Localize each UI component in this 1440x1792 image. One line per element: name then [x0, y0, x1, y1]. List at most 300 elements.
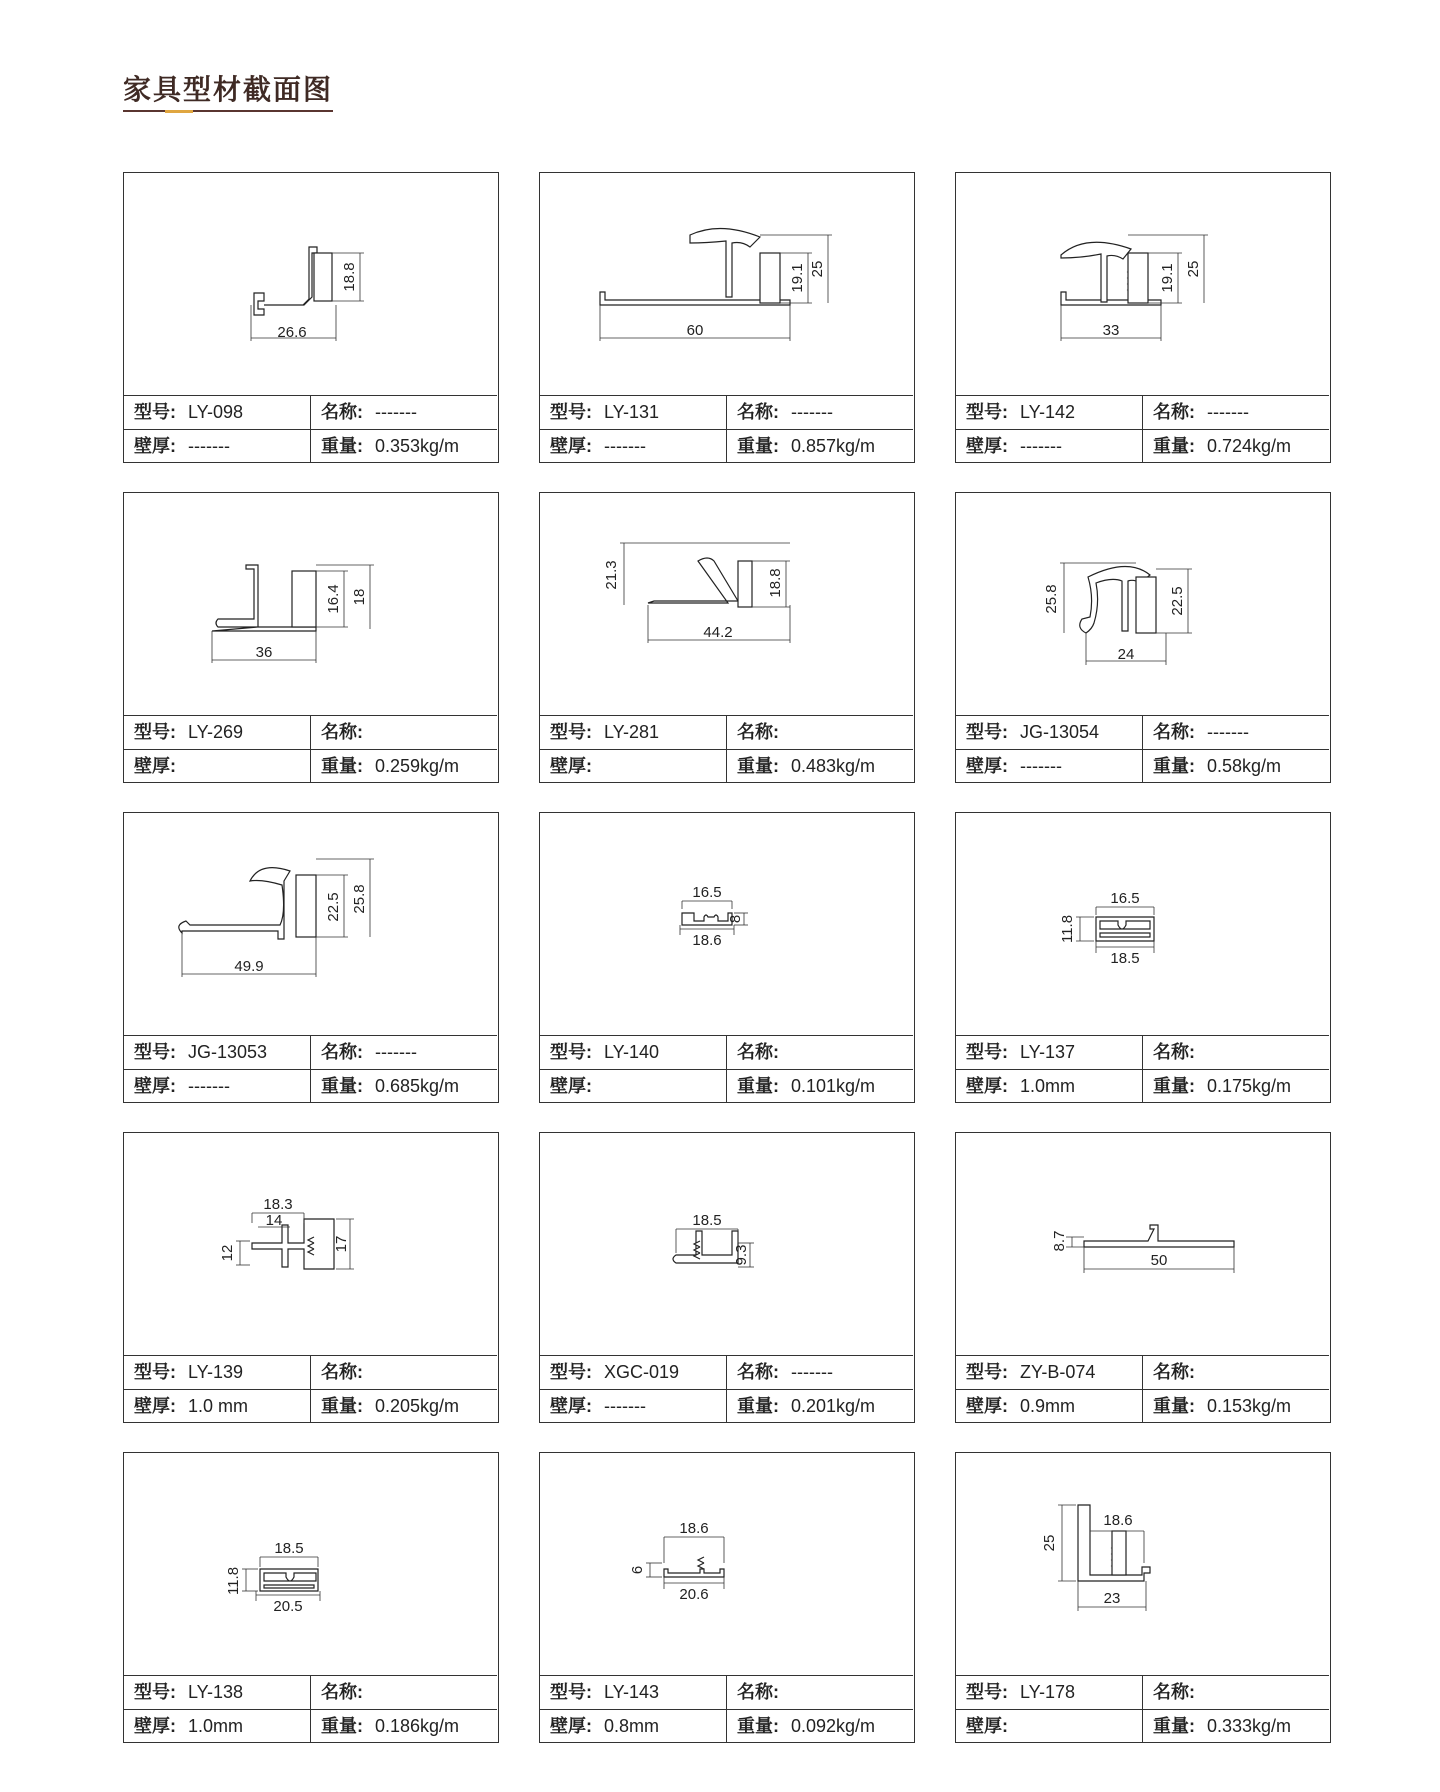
model-cell — [966, 1036, 1141, 1069]
profile-drawing — [540, 1133, 913, 1355]
weight-cell — [1153, 750, 1323, 783]
wall-value: ------- — [1020, 436, 1062, 456]
dimension-label: 6 — [629, 1565, 646, 1575]
dimension-label: 22.5 — [325, 892, 342, 922]
wall-label: 壁厚: — [550, 1396, 592, 1416]
dimension-label: 16.4 — [325, 584, 342, 614]
spec-row — [540, 716, 913, 749]
spec-row — [540, 1676, 913, 1709]
name-cell — [1153, 396, 1323, 429]
name-label: 名称: — [1153, 1362, 1195, 1382]
weight-label: 重量: — [321, 1396, 363, 1416]
spec-table — [124, 395, 497, 463]
model-cell — [966, 1676, 1141, 1709]
name-cell — [321, 396, 491, 429]
weight-value: 0.153kg/m — [1207, 1396, 1292, 1416]
dimension-label: 33 — [1102, 322, 1120, 339]
name-label: 名称: — [321, 402, 363, 422]
weight-value: 0.205kg/m — [375, 1396, 460, 1416]
spec-row — [124, 1069, 497, 1103]
page-title: 家具型材截面图 — [123, 74, 334, 105]
weight-value: 0.353kg/m — [375, 436, 460, 456]
dimension-label: 18.5 — [692, 1212, 722, 1229]
name-cell — [1153, 1356, 1323, 1389]
spec-table — [540, 1675, 913, 1743]
name-label: 名称: — [321, 722, 363, 742]
weight-cell — [1153, 1390, 1323, 1423]
name-label: 名称: — [1153, 1682, 1195, 1702]
wall-value: ------- — [604, 1396, 646, 1416]
dimension-label: 25.8 — [1043, 584, 1060, 614]
name-value: ------- — [791, 1362, 833, 1382]
profile-card — [955, 172, 1331, 463]
dimension-label: 25 — [809, 260, 826, 278]
name-value: ------- — [791, 402, 833, 422]
profile-drawing — [540, 1453, 913, 1675]
wall-label: 壁厚: — [550, 1716, 592, 1736]
model-value: LY-140 — [604, 1042, 660, 1062]
wall-cell — [550, 430, 725, 463]
weight-value: 0.724kg/m — [1207, 436, 1292, 456]
model-value: LY-143 — [604, 1682, 660, 1702]
dimension-label: 11.8 — [225, 1566, 242, 1596]
profile-section-svg — [540, 493, 913, 715]
spec-table — [956, 1035, 1329, 1103]
weight-cell — [1153, 430, 1323, 463]
model-value: LY-281 — [604, 722, 660, 742]
spec-row — [540, 1389, 913, 1423]
wall-value: 1.0mm — [1020, 1076, 1076, 1096]
profile-section-svg — [956, 1133, 1329, 1355]
name-value: ------- — [375, 402, 417, 422]
profile-section-svg — [540, 1453, 913, 1675]
name-cell — [321, 716, 491, 749]
model-label: 型号: — [134, 1362, 176, 1382]
weight-value: 0.483kg/m — [791, 756, 876, 776]
name-label: 名称: — [321, 1042, 363, 1062]
weight-cell — [1153, 1070, 1323, 1103]
model-label: 型号: — [550, 402, 592, 422]
name-cell — [1153, 716, 1323, 749]
spec-row — [540, 1036, 913, 1069]
spec-table — [956, 1355, 1329, 1423]
dimension-label: 17 — [333, 1235, 350, 1253]
model-cell — [550, 396, 725, 429]
dimension-label: 20.5 — [273, 1598, 303, 1615]
spec-row — [956, 716, 1329, 749]
weight-cell — [321, 1070, 491, 1103]
wall-value: 1.0 mm — [188, 1396, 249, 1416]
name-value: ------- — [375, 1042, 417, 1062]
dimension-label: 18.5 — [274, 1540, 304, 1557]
name-cell — [737, 396, 907, 429]
weight-label: 重量: — [737, 1076, 779, 1096]
wall-value: 0.8mm — [604, 1716, 660, 1736]
weight-cell — [737, 1390, 907, 1423]
spec-table — [540, 1355, 913, 1423]
dimension-label: 21.3 — [603, 560, 620, 590]
model-label: 型号: — [550, 1042, 592, 1062]
dimension-label: 25 — [1185, 260, 1202, 278]
spec-row — [124, 1676, 497, 1709]
model-cell — [550, 716, 725, 749]
wall-label: 壁厚: — [966, 756, 1008, 776]
weight-cell — [737, 1710, 907, 1743]
weight-label: 重量: — [1153, 756, 1195, 776]
name-cell — [737, 1356, 907, 1389]
model-cell — [966, 396, 1141, 429]
model-value: XGC-019 — [604, 1362, 680, 1382]
name-cell — [1153, 1036, 1323, 1069]
model-value: JG-13054 — [1020, 722, 1100, 742]
title-accent-mark — [165, 110, 193, 113]
dimension-label: 50 — [1150, 1252, 1168, 1269]
model-cell — [134, 716, 309, 749]
wall-label: 壁厚: — [134, 436, 176, 456]
wall-label: 壁厚: — [550, 756, 592, 776]
dimension-label: 36 — [255, 644, 273, 661]
model-value: JG-13053 — [188, 1042, 268, 1062]
profile-drawing — [540, 173, 913, 395]
dimension-label: 19.1 — [789, 263, 806, 293]
weight-label: 重量: — [737, 1716, 779, 1736]
model-value: LY-139 — [188, 1362, 244, 1382]
name-cell — [737, 1676, 907, 1709]
model-cell — [134, 1356, 309, 1389]
spec-row — [124, 1036, 497, 1069]
name-value: ------- — [1207, 402, 1249, 422]
dimension-label: 19.1 — [1159, 263, 1176, 293]
spec-row — [540, 749, 913, 783]
name-label: 名称: — [737, 1042, 779, 1062]
wall-value: ------- — [188, 1076, 230, 1096]
weight-cell — [737, 1070, 907, 1103]
weight-label: 重量: — [737, 436, 779, 456]
model-label: 型号: — [134, 402, 176, 422]
spec-table — [540, 395, 913, 463]
wall-cell — [134, 750, 309, 783]
dimension-label: 25 — [1041, 1534, 1058, 1552]
name-label: 名称: — [321, 1682, 363, 1702]
wall-cell — [966, 1710, 1141, 1743]
profile-section-svg — [124, 1453, 497, 1675]
profile-drawing — [124, 1453, 497, 1675]
profile-drawing — [540, 493, 913, 715]
spec-table — [124, 1675, 497, 1743]
spec-row — [124, 1389, 497, 1423]
weight-label: 重量: — [1153, 1396, 1195, 1416]
spec-table — [540, 715, 913, 783]
profile-card — [123, 1132, 499, 1423]
model-value: LY-142 — [1020, 402, 1076, 422]
weight-label: 重量: — [1153, 1076, 1195, 1096]
dimension-label: 20.6 — [679, 1586, 709, 1603]
weight-label: 重量: — [321, 436, 363, 456]
model-label: 型号: — [550, 1362, 592, 1382]
dimension-label: 9.3 — [733, 1244, 750, 1266]
spec-table — [956, 715, 1329, 783]
model-value: ZY-B-074 — [1020, 1362, 1096, 1382]
name-cell — [321, 1676, 491, 1709]
dimension-label: 60 — [686, 322, 704, 339]
weight-cell — [321, 430, 491, 463]
wall-label: 壁厚: — [134, 756, 176, 776]
dimension-label: 18 — [351, 588, 368, 606]
spec-row — [956, 1069, 1329, 1103]
name-cell — [737, 1036, 907, 1069]
model-cell — [966, 716, 1141, 749]
weight-value: 0.186kg/m — [375, 1716, 460, 1736]
weight-cell — [737, 750, 907, 783]
wall-cell — [966, 1070, 1141, 1103]
weight-label: 重量: — [321, 756, 363, 776]
profile-drawing — [540, 813, 913, 1035]
model-cell — [550, 1036, 725, 1069]
profile-card — [539, 172, 915, 463]
spec-row — [956, 1389, 1329, 1423]
wall-cell — [134, 1710, 309, 1743]
dimension-label: 14 — [265, 1212, 283, 1229]
name-value: ------- — [1207, 722, 1249, 742]
profile-section-svg — [956, 173, 1329, 395]
weight-value: 0.175kg/m — [1207, 1076, 1292, 1096]
wall-value: 1.0mm — [188, 1716, 244, 1736]
wall-cell — [134, 430, 309, 463]
wall-cell — [550, 750, 725, 783]
wall-label: 壁厚: — [134, 1396, 176, 1416]
model-cell — [134, 1676, 309, 1709]
profile-section-svg — [540, 1133, 913, 1355]
spec-table — [124, 1035, 497, 1103]
weight-cell — [321, 1390, 491, 1423]
model-value: LY-269 — [188, 722, 244, 742]
weight-cell — [321, 1710, 491, 1743]
profile-card — [955, 492, 1331, 783]
profile-drawing — [956, 1133, 1329, 1355]
spec-row — [124, 1709, 497, 1743]
name-label: 名称: — [1153, 402, 1195, 422]
spec-table — [956, 395, 1329, 463]
spec-row — [956, 429, 1329, 463]
wall-value: 0.9mm — [1020, 1396, 1076, 1416]
profile-drawing — [124, 813, 497, 1035]
name-label: 名称: — [737, 1682, 779, 1702]
weight-value: 0.333kg/m — [1207, 1716, 1292, 1736]
dimension-label: 18.6 — [679, 1520, 709, 1537]
spec-row — [540, 1356, 913, 1389]
weight-cell — [321, 750, 491, 783]
profile-card — [955, 1132, 1331, 1423]
wall-label: 壁厚: — [966, 1076, 1008, 1096]
profile-drawing — [956, 493, 1329, 715]
weight-value: 0.092kg/m — [791, 1716, 876, 1736]
wall-cell — [966, 750, 1141, 783]
wall-cell — [966, 430, 1141, 463]
weight-value: 0.201kg/m — [791, 1396, 876, 1416]
title-underline — [123, 110, 333, 112]
model-value: LY-131 — [604, 402, 660, 422]
spec-row — [956, 1036, 1329, 1069]
model-label: 型号: — [966, 1362, 1008, 1382]
profile-drawing — [956, 1453, 1329, 1675]
profile-section-svg — [540, 173, 913, 395]
profile-section-svg — [124, 1133, 497, 1355]
name-label: 名称: — [737, 402, 779, 422]
model-label: 型号: — [966, 1042, 1008, 1062]
spec-row — [124, 749, 497, 783]
dimension-label: 18.6 — [692, 932, 722, 949]
wall-value: ------- — [604, 436, 646, 456]
spec-row — [956, 1709, 1329, 1743]
name-label: 名称: — [1153, 1042, 1195, 1062]
profile-drawing — [124, 493, 497, 715]
name-cell — [321, 1356, 491, 1389]
weight-label: 重量: — [1153, 1716, 1195, 1736]
weight-label: 重量: — [321, 1076, 363, 1096]
model-label: 型号: — [966, 1682, 1008, 1702]
model-label: 型号: — [966, 722, 1008, 742]
dimension-label: 18.8 — [341, 262, 358, 292]
dimension-label: 24 — [1117, 646, 1135, 663]
profile-card — [539, 1132, 915, 1423]
dimension-label: 22.5 — [1169, 586, 1186, 616]
wall-label: 壁厚: — [550, 436, 592, 456]
model-label: 型号: — [134, 1682, 176, 1702]
profile-section-svg — [956, 493, 1329, 715]
weight-value: 0.58kg/m — [1207, 756, 1282, 776]
weight-value: 0.685kg/m — [375, 1076, 460, 1096]
spec-row — [956, 396, 1329, 429]
weight-value: 0.259kg/m — [375, 756, 460, 776]
spec-row — [540, 1069, 913, 1103]
spec-row — [540, 396, 913, 429]
model-cell — [550, 1676, 725, 1709]
dimension-label: 25.8 — [351, 884, 368, 914]
name-label: 名称: — [321, 1362, 363, 1382]
wall-cell — [550, 1710, 725, 1743]
weight-cell — [1153, 1710, 1323, 1743]
profile-card — [955, 1452, 1331, 1743]
spec-table — [124, 715, 497, 783]
model-cell — [134, 1036, 309, 1069]
weight-label: 重量: — [321, 1716, 363, 1736]
profile-card — [539, 492, 915, 783]
wall-cell — [550, 1070, 725, 1103]
profile-card — [539, 1452, 915, 1743]
model-value: LY-178 — [1020, 1682, 1076, 1702]
profile-drawing — [124, 1133, 497, 1355]
dimension-label: 16.5 — [1110, 890, 1140, 907]
weight-label: 重量: — [737, 1396, 779, 1416]
spec-row — [124, 396, 497, 429]
dimension-label: 16.5 — [692, 884, 722, 901]
profile-section-svg — [124, 173, 497, 395]
spec-table — [124, 1355, 497, 1423]
model-value: LY-138 — [188, 1682, 244, 1702]
profile-section-svg — [956, 813, 1329, 1035]
dimension-label: 44.2 — [703, 624, 733, 641]
model-cell — [966, 1356, 1141, 1389]
dimension-label: 12 — [219, 1244, 236, 1262]
wall-label: 壁厚: — [134, 1076, 176, 1096]
model-value: LY-098 — [188, 402, 244, 422]
spec-row — [540, 429, 913, 463]
profile-drawing — [124, 173, 497, 395]
weight-value: 0.101kg/m — [791, 1076, 876, 1096]
profile-card — [123, 492, 499, 783]
weight-label: 重量: — [737, 756, 779, 776]
profile-card — [955, 812, 1331, 1103]
spec-row — [124, 1356, 497, 1389]
model-label: 型号: — [134, 722, 176, 742]
name-cell — [737, 716, 907, 749]
name-label: 名称: — [1153, 722, 1195, 742]
wall-cell — [550, 1390, 725, 1423]
spec-row — [956, 1356, 1329, 1389]
profile-section-svg — [956, 1453, 1329, 1675]
model-cell — [550, 1356, 725, 1389]
dimension-label: 18.6 — [1103, 1512, 1133, 1529]
profile-card — [123, 1452, 499, 1743]
wall-label: 壁厚: — [550, 1076, 592, 1096]
profile-card — [123, 812, 499, 1103]
wall-label: 壁厚: — [966, 436, 1008, 456]
profile-card — [123, 172, 499, 463]
model-label: 型号: — [966, 402, 1008, 422]
wall-value: ------- — [188, 436, 230, 456]
spec-table — [540, 1035, 913, 1103]
name-label: 名称: — [737, 722, 779, 742]
profile-card — [539, 812, 915, 1103]
wall-cell — [966, 1390, 1141, 1423]
model-label: 型号: — [550, 1682, 592, 1702]
spec-row — [540, 1709, 913, 1743]
spec-row — [956, 749, 1329, 783]
name-label: 名称: — [737, 1362, 779, 1382]
spec-table — [956, 1675, 1329, 1743]
dimension-label: 26.6 — [277, 324, 307, 341]
wall-label: 壁厚: — [966, 1396, 1008, 1416]
model-label: 型号: — [550, 722, 592, 742]
dimension-label: 11.8 — [1059, 914, 1076, 944]
dimension-label: 18.5 — [1110, 950, 1140, 967]
model-value: LY-137 — [1020, 1042, 1076, 1062]
spec-row — [124, 716, 497, 749]
dimension-label: 18.3 — [263, 1196, 293, 1213]
spec-row — [956, 1676, 1329, 1709]
model-label: 型号: — [134, 1042, 176, 1062]
wall-cell — [134, 1070, 309, 1103]
weight-label: 重量: — [1153, 436, 1195, 456]
profile-drawing — [956, 813, 1329, 1035]
wall-cell — [134, 1390, 309, 1423]
name-cell — [321, 1036, 491, 1069]
wall-label: 壁厚: — [134, 1716, 176, 1736]
dimension-label: 49.9 — [234, 958, 264, 975]
wall-label: 壁厚: — [966, 1716, 1008, 1736]
dimension-label: 18.8 — [767, 568, 784, 598]
profile-section-svg — [540, 813, 913, 1035]
dimension-label: 23 — [1103, 1590, 1121, 1607]
weight-value: 0.857kg/m — [791, 436, 876, 456]
name-cell — [1153, 1676, 1323, 1709]
model-cell — [134, 396, 309, 429]
profile-section-svg — [124, 813, 497, 1035]
spec-row — [124, 429, 497, 463]
profile-drawing — [956, 173, 1329, 395]
profile-section-svg — [124, 493, 497, 715]
wall-value: ------- — [1020, 756, 1062, 776]
